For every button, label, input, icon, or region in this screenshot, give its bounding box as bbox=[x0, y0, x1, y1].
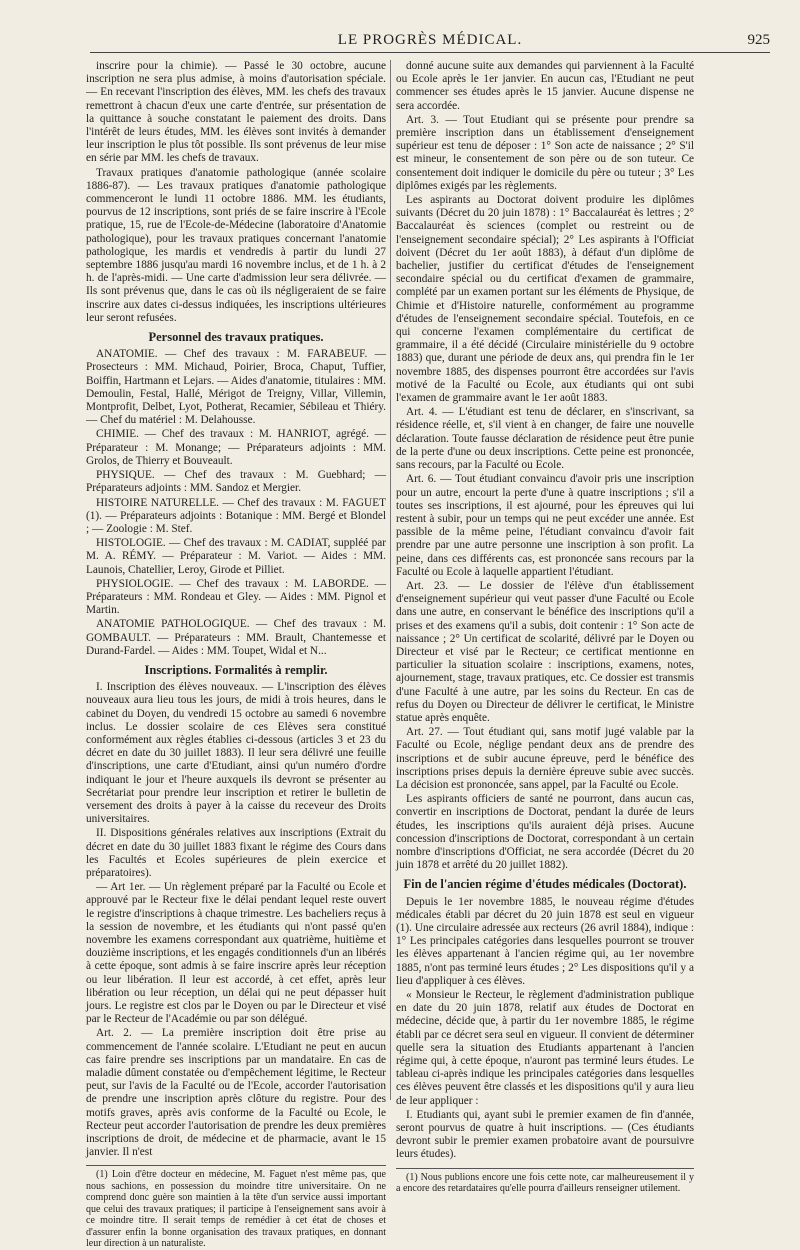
footnote-rule bbox=[396, 1168, 694, 1169]
staff-entry: PHYSIOLOGIE. — Chef des travaux : M. LABORDE. — Préparateurs : MM. Rondeau et Gley. — Aides : MM. Pignol et Martin. bbox=[86, 577, 386, 617]
paragraph: Art. 23. — Le dossier de l'élève d'un établissement d'enseignement supérieur qui veut passer d'une Faculté ou Ecole dans une autre, en conservant le bénéfice des inscriptions qu'il a prises et des examens qu'il a subis, doit contenir : 1° Son acte de naissance ; 2° Un certificat de scolarité, délivré par le Doyen ou Directeur et visé par le Recteur; ce certificat mentionne en particulier la situation scolaire : inscriptions, examens, notes, ajournement, stage, travaux pratiques, etc. Ce dossier est transmis d'une Faculté à une autre, par les soins du Recteur. En cas de refus du Doyen ou Directeur de délivrer le certificat, le Ministre statue après enquête. bbox=[396, 579, 694, 724]
paragraph: « Monsieur le Recteur, le règlement d'administration publique en date du 20 juin 1878, relatif aux études de Doctorat en médecine, décide que, à partir du 1er novembre 1885, le régime établi par ce décret sera seul en vigueur. Il convient de déterminer quelle sera la situation des Etudiants appartenant à l'ancien régime qui, à cette époque, n'auront pas terminé leurs études. Le tableau ci-après indique les principales catégories dans lesquelles ces élèves peuvent être classés et les dispositions qu'il y aura lieu de leur appliquer : bbox=[396, 989, 694, 1107]
paragraph: Art. 4. — L'étudiant est tenu de déclarer, en s'inscrivant, sa résidence réelle, et, s'il vient à en changer, de faire une nouvelle déclaration. Toute fausse déclaration de résidence peut être punie de la perte d'une ou deux inscriptions. Cette peine est prononcée, sans recours, par la Faculté ou Ecole. bbox=[396, 406, 694, 472]
journal-title: LE PROGRÈS MÉDICAL. bbox=[337, 32, 523, 48]
column-divider bbox=[390, 60, 391, 1100]
paragraph: donné aucune suite aux demandes qui parviennent à la Faculté ou Ecole après le 1er janvier. En aucun cas, l'Etudiant ne peut commencer ses études après le 15 janvier. Aucune dispense ne sera accordée. bbox=[396, 60, 694, 112]
paragraph: inscrire pour la chimie). — Passé le 30 octobre, aucune inscription ne sera plus admise, à moins d'autorisation spéciale. — En recevant l'inscription des élèves, MM. les chefs des travaux remettront à chacun d'eux une carte d'entrée, sur présentation de la quittance à souche constatant le paiement des droits. Dans l'intérêt de leurs études, MM. les élèves sont invités à demander leur inscription le plus tôt possible. Ils sont prévenus de leur mise en série par MM. les chefs de travaux. bbox=[86, 60, 386, 165]
paragraph: Art. 27. — Tout étudiant qui, sans motif jugé valable par la Faculté ou Ecole, néglige pendant deux ans de prendre des inscriptions et de subir aucune épreuve, perd le bénéfice des inscriptions prises depuis la dernière épreuve subie avec succès. La décision est prononcée, sans appel, par la Faculté ou Ecole. bbox=[396, 726, 694, 791]
paragraph: Art. 6. — Tout étudiant convaincu d'avoir pris une inscription pour un autre, encourt la perte d'une à quatre inscriptions ; s'il a toutes ses inscriptions, il est ajourné, pour les épreuves qui lui restent à subir, pour un temps qui ne peut excéder une année. Est passible de la même peine, l'étudiant convaincu d'avoir fait prendre par une autre personne une inscription à son profit. La peine, dans ces différents cas, est prononcée sans recours par la Faculté ou Ecole à laquelle appartient l'étudiant. bbox=[396, 473, 694, 578]
paragraph: Art. 2. — La première inscription doit être prise au commencement de l'année scolaire. L'Etudiant ne peut en aucun cas faire prendre ses inscriptions par un mandataire. En cas de maladie dûment constatée ou d'empêchement légitime, le Recteur peut, sur l'avis de la Faculté ou de l'Ecole, accorder l'autorisation de prendre une inscription après clôture du registre. Pour des motifs graves, après avis conforme de la Faculté ou Ecole, le Recteur peut accorder l'autorisation de prendre les deux premières inscriptions de droit, de médecine et de pharmacie, avant le 15 janvier. Il n'est bbox=[86, 1027, 386, 1159]
staff-entry: ANATOMIE PATHOLOGIQUE. — Chef des travaux : M. GOMBAULT. — Préparateurs : MM. Brault, Chantemesse et Durand-Fardel. — Aides : MM. Toupet, Widal et N... bbox=[86, 618, 386, 657]
paragraph: II. Dispositions générales relatives aux inscriptions (Extrait du décret en date du 30 juillet 1883 fixant le régime des Cours dans les Facultés et Ecoles supérieures de plein exercice et préparatoires). bbox=[86, 827, 386, 879]
staff-entry: HISTOIRE NATURELLE. — Chef des travaux : M. FAGUET (1). — Préparateurs adjoints : Botanique : MM. Bergé et Blondel ; — Zoologie : M. Stef. bbox=[86, 496, 386, 535]
page-number: 925 bbox=[747, 32, 770, 48]
paragraph: Les aspirants officiers de santé ne pourront, dans aucun cas, convertir en inscriptions de Doctorat, pendant la durée de leurs études, les inscriptions qu'ils auraient déjà prises. Aucune concession d'inscriptions de Doctorat, correspondant à un certain nombre d'inscriptions d'Officiat, ne sera accordée (Décret du 20 juin 1878 et arrêté du 20 juillet 1882). bbox=[396, 793, 694, 872]
right-column bbox=[396, 60, 694, 1195]
footnote: (1) Loin d'être docteur en médecine, M. Faguet n'est même pas, que nous sachions, en possession du moindre titre universitaire. On ne comprend donc guère son maintien à la tête d'un service aussi important que celui des travaux pratiques; il participe à l'enseignement sans avoir à ce moindre titre. Il serait temps de remédier à cet état de choses et d'assurer enfin la bonne organisation des travaux pratiques, en donnant leur direction à un naturaliste. bbox=[86, 1169, 386, 1250]
paragraph: Travaux pratiques d'anatomie pathologique (année scolaire 1886-87). — Les travaux pratiques d'anatomie pathologique commenceront le lundi 11 octobre 1886. MM. les étudiants, pourvus de 12 inscriptions, sont priés de se faire inscrire à l'Ecole pratique, 15, rue de l'Ecole-de-Médecine (laboratoire d'Anatomie pathologique), pour les travaux pratiques concernant l'anatomie pathologique, les mardis et vendredis à partir du lundi 27 septembre 1886 jusqu'au mardi 16 novembre inclus, et de 1 h. à 2 h. de l'après-midi. — Une carte d'admission leur sera délivrée. — Ils sont prévenus que, dans le cas où ils négligeraient de se faire inscrire aux dates ci-dessus indiquées, les inscriptions ultérieures leur seront refusées. bbox=[86, 166, 386, 324]
section-heading: Inscriptions. Formalités à remplir. bbox=[144, 662, 328, 677]
paragraph: Les aspirants au Doctorat doivent produire les diplômes suivants (Décret du 20 juin 1878) : 1° Baccalauréat ès lettres ; 2° Baccalauréat ès sciences (complet ou restreint ou de l'enseignement secondaire spécial); 2° Les aspirants à l'Officiat doivent (Décret du 1er août 1883), à défaut d'un diplôme de bachelier, justifier du certificat d'études de l'enseignement secondaire spécial ou du certificat d'examen de grammaire, complété par un examen portant sur les éléments de Physique, de Chimie et d'Histoire naturelle, conformément au programme d'études de l'enseignement secondaire spécial. Toutefois, en ce qui concerne l'examen complémentaire du certificat de grammaire, il a été décidé (Circulaire ministérielle du 9 octobre 1883) que, durant une période de deux ans, qui prendra fin le 1er novembre 1885, des dispenses pourront être accordées sur l'avis motivé de la Faculté ou Ecole, aux étudiants qui ont subi l'examen de grammaire avant le 1er août 1883. bbox=[396, 194, 694, 405]
paragraph: — Art 1er. — Un règlement préparé par la Faculté ou Ecole et approuvé par le Recteur fixe le délai pendant lequel reste ouvert le registre d'inscriptions à chaque trimestre. Les bacheliers reçus à la session de novembre, et les étudiants qui n'ont passé qu'en novembre les examens correspondant aux quatrième, huitième et douzième inscriptions, et les engagés conditionnels d'un an libérés à cette époque, sont admis à se faire inscrire après leur réception ou leur libération. Il leur est accordé, à cet effet, après leur libération ou leur réception, un délai qui ne peut dépasser huit jours. Le registre est clos par le Doyen ou par le Directeur et visé par le Recteur de l'Académie ou par son délégué. bbox=[86, 881, 386, 1026]
paragraph: Art. 3. — Tout Etudiant qui se présente pour prendre sa première inscription dans un établissement d'enseignement supérieur est tenu de déposer : 1° Son acte de naissance ; 2° S'il est mineur, le consentement de son père ou de son tuteur. Ce consentement doit indiquer le domicile du père ou tuteur ; 3° Les diplômes exigés par les règlements. bbox=[396, 113, 694, 192]
paragraph: Depuis le 1er novembre 1885, le nouveau régime d'études médicales établi par décret du 20 juin 1878 est seul en vigueur (1). Une circulaire adressée aux recteurs (26 avril 1884), indique : 1° Les principales catégories dans lesquelles pourront se trouver les élèves appartenant à l'ancien régime qui, au 1er novembre 1885, n'ont pas terminé leurs études ; 2° Les dispositions qu'il y a lieu d'appliquer à ces élèves. bbox=[396, 895, 694, 987]
staff-entry: PHYSIQUE. — Chef des travaux : M. Guebhard; — Préparateurs adjoints : MM. Sandoz et Mergier. bbox=[86, 469, 386, 495]
staff-entry: ANATOMIE. — Chef des travaux : M. FARABEUF. — Prosecteurs : MM. Michaud, Poirier, Broca, Chaput, Tuffier, Boiffin, Hartmann et Lejars. — Aides d'anatomie, titulaires : MM. Demoulin, Festal, Hallé, Mérigot de Treigny, Villar, Villemin, Montprofit, Delbet, Lyot, Potherat, Recamier, Sébileau et Thiéry. — Chef du matériel : M. Delahousse. bbox=[86, 348, 386, 427]
footnote: (1) Nous publions encore une fois cette note, car malheureusement il y a encore des retardataires qu'elle pourra d'ailleurs renseigner utilement. bbox=[396, 1171, 694, 1195]
staff-entry: HISTOLOGIE. — Chef des travaux : M. CADIAT, suppléé par M. A. RÉMY. — Préparateur : M. Variot. — Aides : MM. Launois, Chatellier, Leroy, Girode et Pilliet. bbox=[86, 537, 386, 576]
paragraph: I. Inscription des élèves nouveaux. — L'inscription des élèves nouveaux aura lieu tous les jours, de midi à trois heures, dans le cabinet du Doyen, du vendredi 15 octobre au samedi 6 novembre inclus. Le dossier scolaire de ces Elèves sera constitué conformément aux règles établies ci-dessous (articles 3 et 23 du décret en date du 30 juillet 1883). Il leur sera délivré une feuille d'inscriptions, une carte d'Etudiant, ainsi qu'un numéro d'ordre indiquant le jour et l'heure auxquels ils devront se présenter au Secrétariat pour prendre leur inscription et retirer le bulletin de versement des droits à payer à la caisse du receveur des Droits universitaires. bbox=[86, 681, 386, 826]
page-header bbox=[90, 30, 770, 53]
paragraph: I. Etudiants qui, ayant subi le premier examen de fin d'année, seront pourvus de quatre à huit inscriptions. — (Ces étudiants devront subir le premier examen probatoire avant de poursuivre leurs études). bbox=[396, 1108, 694, 1161]
left-column bbox=[86, 60, 386, 1250]
section-heading: Personnel des travaux pratiques. bbox=[148, 330, 324, 345]
staff-entry: CHIMIE. — Chef des travaux : M. HANRIOT, agrégé. — Préparateur : M. Monange; — Préparateurs adjoints : MM. Grolos, de Thierry et Bouveault. bbox=[86, 428, 386, 467]
footnote-rule bbox=[86, 1165, 386, 1166]
section-heading: Fin de l'ancien régime d'études médicales (Doctorat). bbox=[403, 877, 687, 892]
